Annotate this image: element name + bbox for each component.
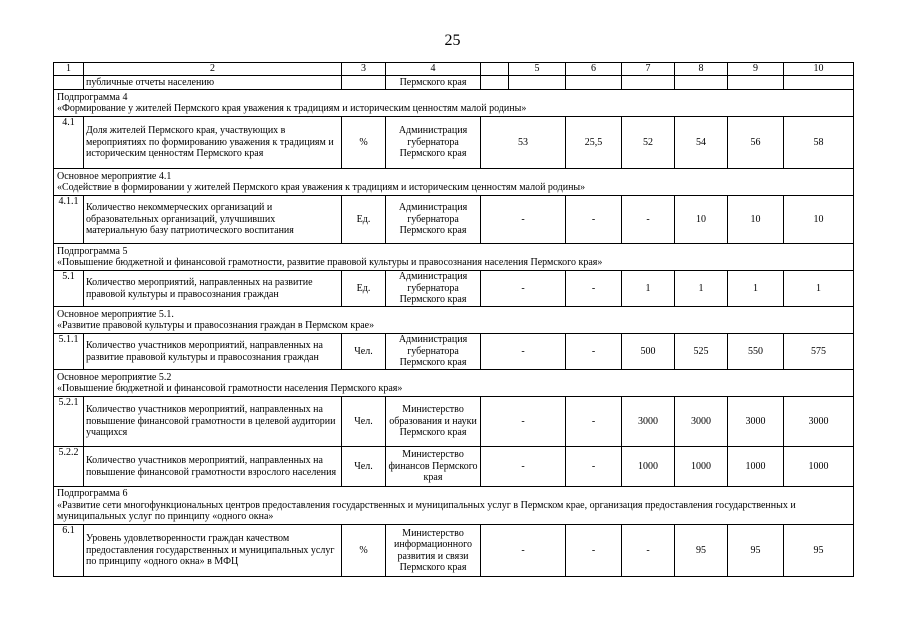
page-number: 25 [444,32,461,49]
section-title: Подпрограмма 5 [57,245,128,257]
cell-value: 525 [675,334,728,370]
cell-value: - [481,196,566,244]
cell-value: 10 [728,196,784,244]
cell-value: 575 [784,334,854,370]
cell-name: Количество участников мероприятий, направленных на повышение финансовой грамотности взрослого населения [84,447,342,487]
cell-value: 1000 [622,447,675,487]
cell-value: - [481,271,566,307]
cell-value: 53 [481,117,566,169]
cell-org: Министерство образования и науки Пермского края [386,397,481,447]
cell-org: Министерство финансов Пермского края [386,447,481,487]
cell-unit: % [342,525,386,577]
cell-value: - [566,334,622,370]
cell-value: 54 [675,117,728,169]
header-col-10: 10 [784,63,854,76]
cell-org: Администрация губернатора Пермского края [386,117,481,169]
section-row [54,307,854,334]
cell-value: - [566,271,622,307]
header-col-empty [481,63,509,76]
table-row [54,334,854,370]
section-title: Подпрограмма 6 [57,488,128,500]
cell-name: Количество мероприятий, направленных на развитие правовой культуры и правосознания граждан [84,271,342,307]
cell-value: - [481,397,566,447]
section-subtitle: «Повышение бюджетной и финансовой грамотности, развитие правовой культуры и правосознания населения Пермского края» [57,257,603,268]
section-subtitle: «Развитие сети многофункциональных центров предоставления государственных и муниципальных услуг в Пермском крае, организация предоставления государственных и муниципальных услуг по принципу «одного окна» [57,499,796,523]
cell-value: - [566,447,622,487]
header-col-5: 5 [509,63,566,76]
cell-num: 5.1.1 [54,334,84,370]
table-row [54,397,854,447]
cell-num: 5.2.2 [54,447,84,487]
header-col-1: 1 [54,63,84,76]
cell-name: Доля жителей Пермского края, участвующих в мероприятиях по формированию уважения к традициям и историческим ценностям Пермского края [84,117,342,169]
cell-value: 1000 [675,447,728,487]
cell-value: - [481,447,566,487]
section-title: Подпрограмма 4 [57,91,128,103]
cell-num: 4.1 [54,117,84,169]
cell-value: 95 [784,525,854,577]
header-col-3: 3 [342,63,386,76]
table-row [54,196,854,244]
cell-name: Количество некоммерческих организаций и образовательных организаций, улучшивших материальную базу патриотического воспитания [84,196,342,244]
cell-value: 95 [728,525,784,577]
cell-num: 4.1.1 [54,196,84,244]
cell-name: Уровень удовлетворенности граждан качеством предоставления государственных и муниципальных услуг по принципу «одного окна» в МФЦ [84,525,342,577]
cell-value: 3000 [622,397,675,447]
cell-unit: Чел. [342,334,386,370]
cell-value: 1 [622,271,675,307]
section-title: Основное мероприятие 4.1 [57,170,172,182]
cell-num: 6.1 [54,525,84,577]
table-row [54,117,854,169]
cell-value: 1 [784,271,854,307]
section-subtitle: «Формирование у жителей Пермского края уважения к традициям и историческим ценностям малой родины» [57,103,527,114]
header-row [54,63,854,76]
cell-org: Министерство информационного развития и связи Пермского края [386,525,481,577]
section-title: Основное мероприятие 5.2 [57,371,172,383]
header-col-7: 7 [622,63,675,76]
cell-value: - [566,397,622,447]
cell-value: 1 [675,271,728,307]
cell-name: Количество участников мероприятий, направленных на развитие правовой культуры и правосознания граждан [84,334,342,370]
cell-num: 5.1 [54,271,84,307]
cell-unit: % [342,117,386,169]
indicators-table [53,62,854,577]
table-row [54,447,854,487]
cell-name: публичные отчеты населению [84,76,342,90]
section-row [54,370,854,397]
cell-value: 3000 [784,397,854,447]
table-row [54,76,854,90]
cell-value: 95 [675,525,728,577]
header-col-8: 8 [675,63,728,76]
section-row [54,169,854,196]
cell-value: 3000 [728,397,784,447]
cell-value: - [566,525,622,577]
table-row [54,271,854,307]
section-subtitle: «Развитие правовой культуры и правосознания граждан в Пермском крае» [57,320,375,331]
header-col-4: 4 [386,63,481,76]
cell-value: 56 [728,117,784,169]
section-row [54,487,854,525]
header-col-6: 6 [566,63,622,76]
cell-value: 52 [622,117,675,169]
cell-value: 550 [728,334,784,370]
section-row [54,90,854,117]
cell-org: Администрация губернатора Пермского края [386,196,481,244]
section-row [54,244,854,271]
cell-org: Пермского края [386,76,481,90]
cell-value: 25,5 [566,117,622,169]
cell-value: - [481,525,566,577]
cell-value: - [566,196,622,244]
cell-org: Администрация губернатора Пермского края [386,271,481,307]
cell-value: 10 [675,196,728,244]
cell-value: 1000 [728,447,784,487]
section-subtitle: «Повышение бюджетной и финансовой грамотности населения Пермского края» [57,383,403,394]
header-col-2: 2 [84,63,342,76]
cell-value: - [622,525,675,577]
cell-unit: Ед. [342,271,386,307]
table-row [54,525,854,577]
cell-unit: Ед. [342,196,386,244]
header-col-9: 9 [728,63,784,76]
cell-name: Количество участников мероприятий, направленных на повышение финансовой грамотности в целевой аудитории учащихся [84,397,342,447]
cell-value: 1 [728,271,784,307]
cell-value: 10 [784,196,854,244]
cell-value: - [481,334,566,370]
cell-unit: Чел. [342,397,386,447]
cell-num: 5.2.1 [54,397,84,447]
section-subtitle: «Содействие в формировании у жителей Пермского края уважения к традициям и историческим ценностям малой родины» [57,182,586,193]
section-title: Основное мероприятие 5.1. [57,308,174,320]
cell-org: Администрация губернатора Пермского края [386,334,481,370]
cell-value: 3000 [675,397,728,447]
cell-value: 1000 [784,447,854,487]
cell-value: 500 [622,334,675,370]
cell-unit: Чел. [342,447,386,487]
cell-value: 58 [784,117,854,169]
cell-value: - [622,196,675,244]
